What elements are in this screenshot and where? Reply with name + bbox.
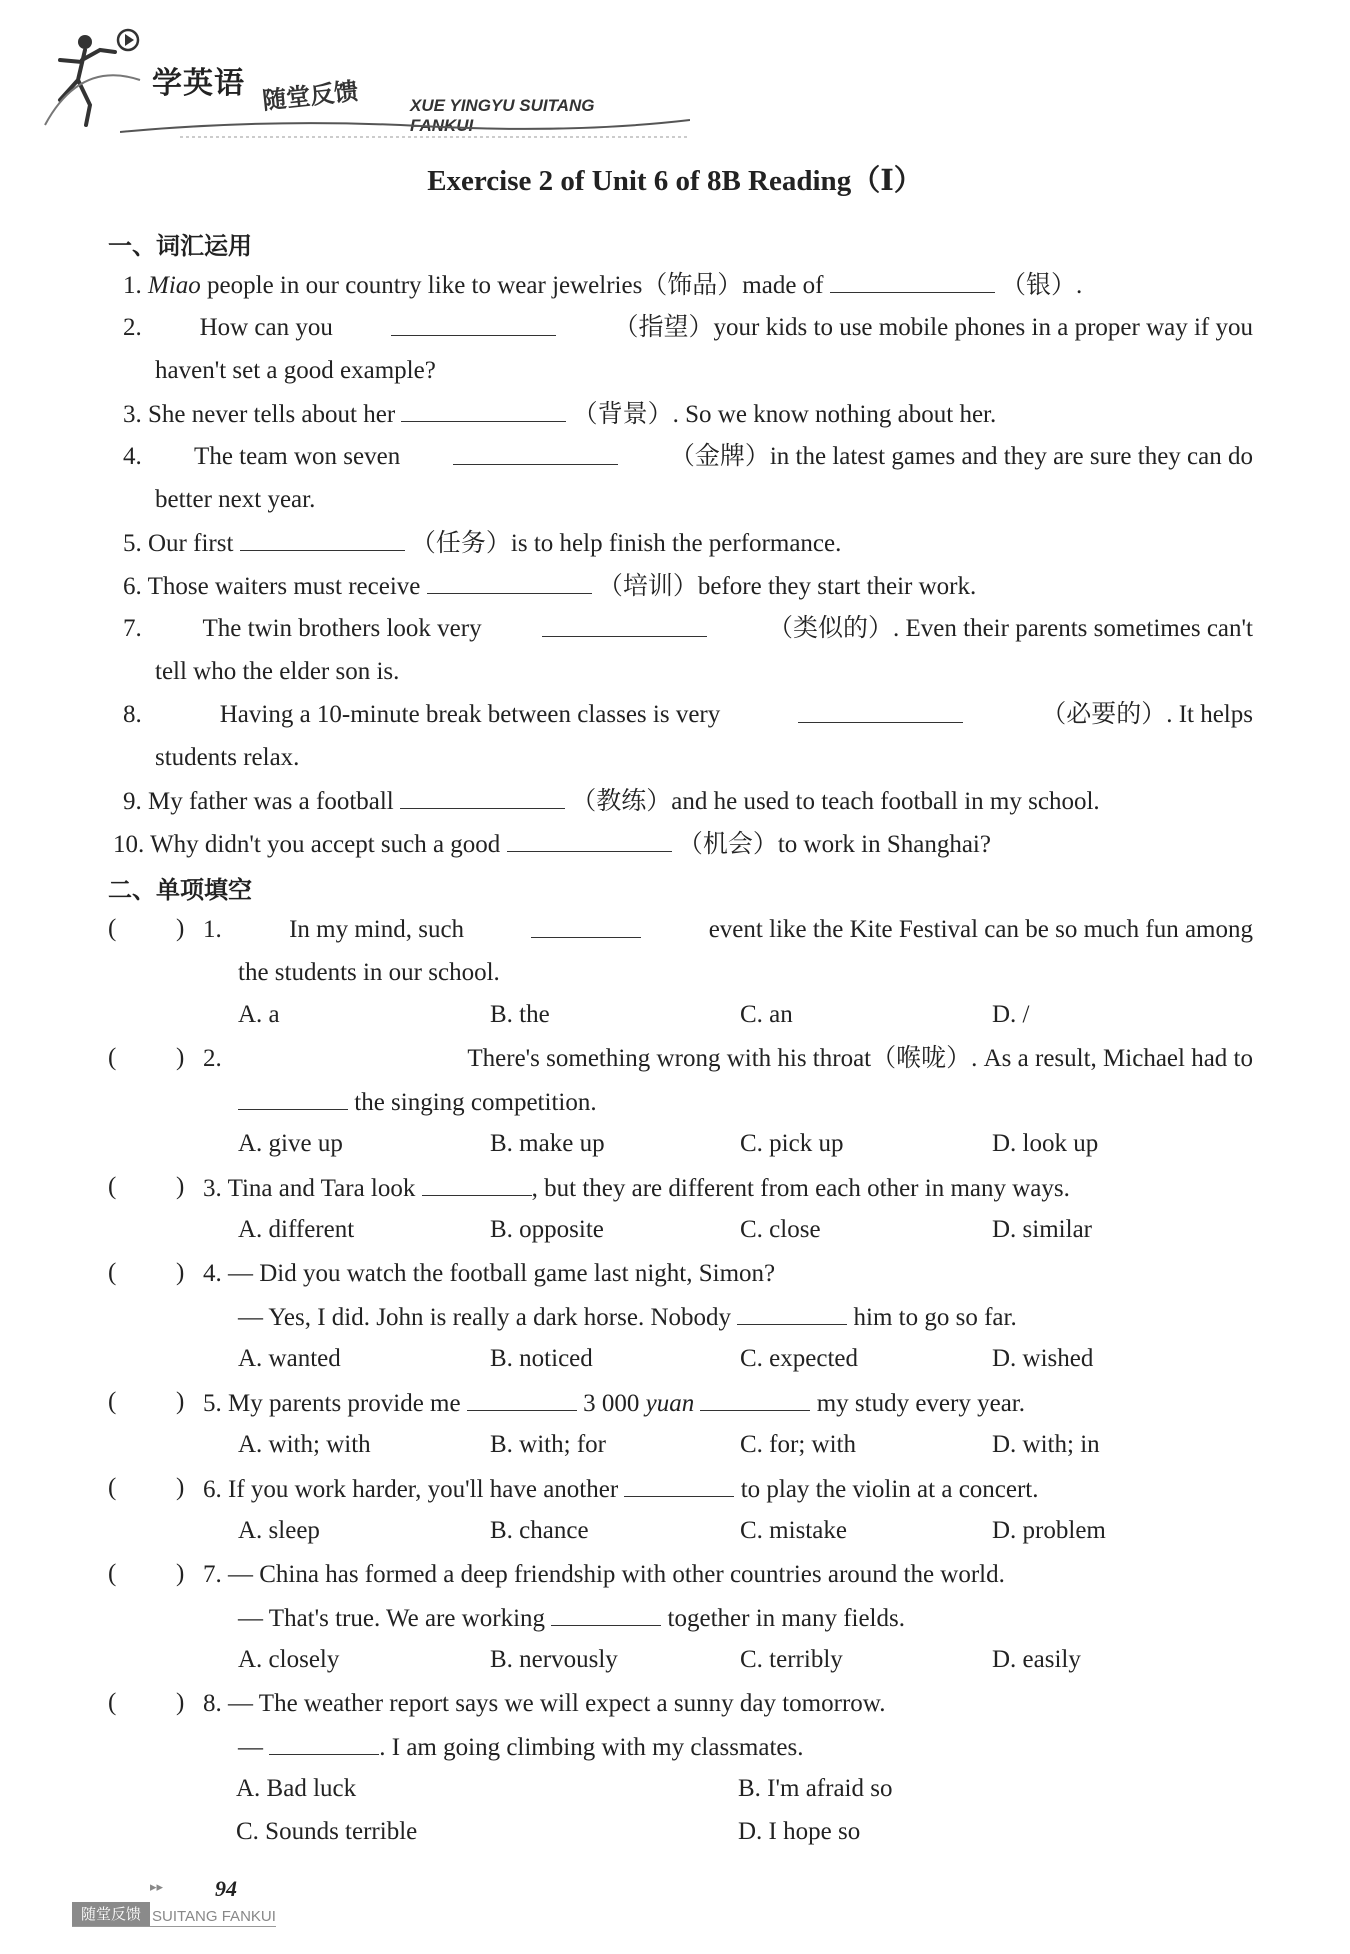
footer-label-en: SUITANG FANKUI: [152, 1908, 276, 1925]
item-number: 7.: [123, 615, 142, 642]
section-heading-multiple-choice: 二、单项填空: [108, 876, 252, 904]
question-text: the singing competition.: [354, 1089, 597, 1116]
answer-paren-open[interactable]: (: [108, 1044, 117, 1071]
question-text-italic: yuan: [645, 1390, 695, 1417]
option-a[interactable]: A. give up: [238, 1130, 343, 1157]
option-c[interactable]: C. terribly: [740, 1646, 843, 1673]
option-d[interactable]: D. with; in: [992, 1431, 1100, 1458]
question-line: [203, 1044, 1253, 1074]
question-text: Tina and Tara look: [227, 1175, 416, 1202]
option-c[interactable]: C. for; with: [740, 1431, 856, 1458]
question-text: 3 000: [583, 1390, 640, 1417]
option-c[interactable]: C. pick up: [740, 1130, 844, 1157]
question-text: My parents provide me: [228, 1390, 461, 1417]
answer-blank[interactable]: [269, 1732, 379, 1755]
option-b[interactable]: B. make up: [490, 1130, 605, 1157]
answer-blank[interactable]: [400, 786, 565, 809]
answer-blank[interactable]: [467, 1388, 577, 1411]
vocab-item-cont: haven't set a good example?: [155, 357, 436, 384]
answer-blank[interactable]: [551, 1603, 661, 1626]
option-b[interactable]: B. the: [490, 1001, 550, 1028]
question-text: —: [238, 1734, 263, 1761]
option-b[interactable]: B. nervously: [490, 1646, 618, 1673]
item-text: （银）.: [1001, 272, 1083, 299]
item-number: 9.: [123, 788, 142, 815]
answer-paren-close[interactable]: ): [176, 1259, 185, 1286]
answer-blank[interactable]: [798, 700, 963, 723]
item-text: （背景）. So we know nothing about her.: [572, 401, 997, 428]
item-text: （任务）is to help finish the performance.: [410, 530, 842, 557]
item-text: The twin brothers look very: [202, 615, 482, 642]
vocab-item: [123, 614, 1253, 644]
option-c[interactable]: C. expected: [740, 1345, 859, 1372]
option-c[interactable]: C. close: [740, 1216, 821, 1243]
answer-blank[interactable]: [507, 829, 672, 852]
item-text: The team won seven: [194, 443, 401, 470]
item-number: 4.: [123, 443, 142, 470]
page-title: Exercise 2 of Unit 6 of 8B Reading（Ⅰ）: [427, 165, 923, 197]
answer-paren-close[interactable]: ): [176, 1474, 185, 1501]
vocab-item-cont: students relax.: [155, 744, 300, 771]
brand-pinyin: XUE YINGYU SUITANG FANKUI: [410, 96, 595, 135]
vocab-item-cont: better next year.: [155, 486, 316, 513]
item-number: 3.: [123, 401, 142, 428]
item-text: Our first: [148, 530, 234, 557]
vocab-item: [123, 442, 1253, 472]
question-number: 1.: [203, 916, 222, 943]
question-line: [203, 1173, 1070, 1204]
question-text: . I am going climbing with my classmates.: [379, 1734, 804, 1761]
question-text: — That's true. We are working: [238, 1605, 546, 1632]
question-line: [203, 1388, 1025, 1419]
question-text: — China has formed a deep friendship with other countries around the world.: [228, 1561, 1005, 1588]
item-text: people in our country like to wear jewelries（饰品）made of: [200, 272, 824, 299]
option-c[interactable]: C. mistake: [740, 1517, 847, 1544]
item-text: My father was a football: [148, 788, 394, 815]
vocab-item: [123, 571, 976, 602]
option-d[interactable]: D. problem: [992, 1517, 1106, 1544]
vocab-item: [123, 399, 996, 430]
question-text: to play the violin at a concert.: [740, 1476, 1039, 1503]
item-text: Those waiters must receive: [147, 573, 421, 600]
vocab-item: [123, 313, 1253, 343]
question-line-cont: the students in our school.: [238, 959, 500, 986]
question-line-cont: [238, 1087, 597, 1118]
question-text: him to go so far.: [853, 1304, 1017, 1331]
option-a[interactable]: A. closely: [238, 1646, 340, 1673]
answer-blank[interactable]: [700, 1388, 810, 1411]
option-d[interactable]: D. wished: [992, 1345, 1094, 1372]
answer-paren-open[interactable]: (: [108, 1689, 117, 1716]
answer-paren-close[interactable]: ): [176, 1560, 185, 1587]
item-text: She never tells about her: [148, 401, 396, 428]
footer-divider: [72, 1926, 276, 1927]
question-number: 4.: [203, 1260, 222, 1287]
option-b[interactable]: B. opposite: [490, 1216, 604, 1243]
item-number: 1.: [123, 272, 142, 299]
question-text: together in many fields.: [667, 1605, 905, 1632]
answer-blank[interactable]: [830, 270, 995, 293]
answer-blank[interactable]: [427, 571, 592, 594]
question-text: In my mind, such: [289, 916, 465, 943]
answer-blank[interactable]: [240, 528, 405, 551]
item-text: Having a 10-minute break between classes is very: [219, 701, 721, 728]
item-number: 10.: [113, 831, 145, 858]
section-heading-vocabulary: 一、词汇运用: [108, 232, 252, 260]
item-number: 2.: [123, 314, 142, 341]
answer-blank[interactable]: [531, 915, 641, 938]
answer-blank[interactable]: [453, 442, 618, 465]
option-b[interactable]: B. chance: [490, 1517, 589, 1544]
header-swoosh-icon: [120, 110, 690, 140]
option-b[interactable]: B. with; for: [490, 1431, 606, 1458]
answer-paren-close[interactable]: ): [176, 1044, 185, 1071]
question-text: — Yes, I did. John is really a dark horse. Nobody: [238, 1304, 732, 1331]
answer-paren-close[interactable]: ): [176, 1388, 185, 1415]
option-d[interactable]: D. similar: [992, 1216, 1092, 1243]
vocab-item: [113, 829, 991, 860]
item-number: 6.: [123, 573, 142, 600]
answer-blank[interactable]: [737, 1302, 847, 1325]
question-text: — The weather report says we will expect a sunny day tomorrow.: [228, 1690, 886, 1717]
answer-paren-open[interactable]: (: [108, 915, 117, 942]
vocab-item: [123, 700, 1253, 730]
answer-blank[interactable]: [422, 1173, 532, 1196]
item-text: Why didn't you accept such a good: [150, 831, 501, 858]
option-d[interactable]: D. I hope so: [738, 1818, 861, 1845]
vocab-item: [123, 270, 1203, 301]
page-number: 94: [215, 1876, 237, 1901]
option-b[interactable]: B. I'm afraid so: [738, 1775, 893, 1802]
option-c[interactable]: C. Sounds terrible: [236, 1818, 418, 1845]
vocab-item: [123, 528, 841, 559]
question-text: my study every year.: [816, 1390, 1025, 1417]
question-number: 2.: [203, 1045, 222, 1072]
item-text: （金牌）in the latest games and they are sure they can do: [669, 443, 1253, 470]
option-c[interactable]: C. an: [740, 1001, 793, 1028]
answer-blank[interactable]: [391, 313, 556, 336]
item-text: （必要的）. It helps: [1041, 701, 1253, 728]
page-header: [40, 14, 660, 135]
question-number: 3.: [203, 1175, 222, 1202]
question-line-cont: [238, 1603, 905, 1634]
item-text: （机会）to work in Shanghai?: [677, 831, 991, 858]
option-a[interactable]: A. sleep: [238, 1517, 320, 1544]
question-text: There's something wrong with his throat（喉咙）. As a result, Michael had to: [467, 1045, 1253, 1072]
option-d[interactable]: D. /: [992, 1001, 1030, 1028]
answer-blank[interactable]: [542, 614, 707, 637]
option-a[interactable]: A. Bad luck: [236, 1775, 357, 1802]
answer-blank[interactable]: [401, 399, 566, 422]
question-number: 6.: [203, 1476, 222, 1503]
question-line: [203, 1259, 775, 1289]
question-number: 8.: [203, 1690, 222, 1717]
answer-paren-open[interactable]: (: [108, 1388, 117, 1415]
question-number: 7.: [203, 1561, 222, 1588]
item-text-italic: Miao: [148, 272, 201, 299]
answer-paren-close[interactable]: ): [176, 915, 185, 942]
option-a[interactable]: A. different: [238, 1216, 355, 1243]
item-text: （培训）before they start their work.: [597, 573, 977, 600]
vocab-item-cont: tell who the elder son is.: [155, 658, 400, 685]
vocab-item: [123, 786, 1100, 817]
option-a[interactable]: A. a: [238, 1001, 280, 1028]
answer-paren-open[interactable]: (: [108, 1173, 117, 1200]
item-text: How can you: [199, 314, 333, 341]
question-line: [203, 1560, 1005, 1590]
item-number: 8.: [123, 701, 142, 728]
item-text: （指望）your kids to use mobile phones in a proper way if you: [613, 314, 1253, 341]
answer-paren-open[interactable]: (: [108, 1474, 117, 1501]
option-d[interactable]: D. easily: [992, 1646, 1081, 1673]
question-line: [203, 1689, 885, 1719]
brand-title: 学英语: [152, 66, 245, 101]
question-text: — Did you watch the football game last night, Simon?: [228, 1260, 776, 1287]
item-text: （教练）and he used to teach football in my school.: [571, 788, 1100, 815]
option-b[interactable]: B. noticed: [490, 1345, 593, 1372]
option-a[interactable]: A. wanted: [238, 1345, 341, 1372]
option-a[interactable]: A. with; with: [238, 1431, 371, 1458]
question-number: 5.: [203, 1390, 222, 1417]
question-line-cont: [238, 1732, 804, 1763]
question-text: If you work harder, you'll have another: [228, 1476, 619, 1503]
answer-paren-close[interactable]: ): [176, 1689, 185, 1716]
question-text: , but they are different from each other in many ways.: [531, 1175, 1070, 1202]
option-d[interactable]: D. look up: [992, 1130, 1099, 1157]
question-line: [203, 1474, 1039, 1505]
answer-blank[interactable]: [238, 1087, 348, 1110]
item-number: 5.: [123, 530, 142, 557]
footer-label: 随堂反馈: [72, 1902, 150, 1926]
answer-paren-open[interactable]: (: [108, 1560, 117, 1587]
answer-paren-close[interactable]: ): [176, 1173, 185, 1200]
question-line: [203, 915, 1253, 945]
page-arrow-icon: ▸▸: [150, 1880, 164, 1895]
question-text: event like the Kite Festival can be so much fun among: [708, 916, 1253, 943]
item-text: （类似的）. Even their parents sometimes can't: [768, 615, 1253, 642]
question-line-cont: [238, 1302, 1017, 1333]
brand-subtitle: 随堂反馈: [261, 77, 360, 115]
answer-blank[interactable]: [624, 1474, 734, 1497]
answer-paren-open[interactable]: (: [108, 1259, 117, 1286]
